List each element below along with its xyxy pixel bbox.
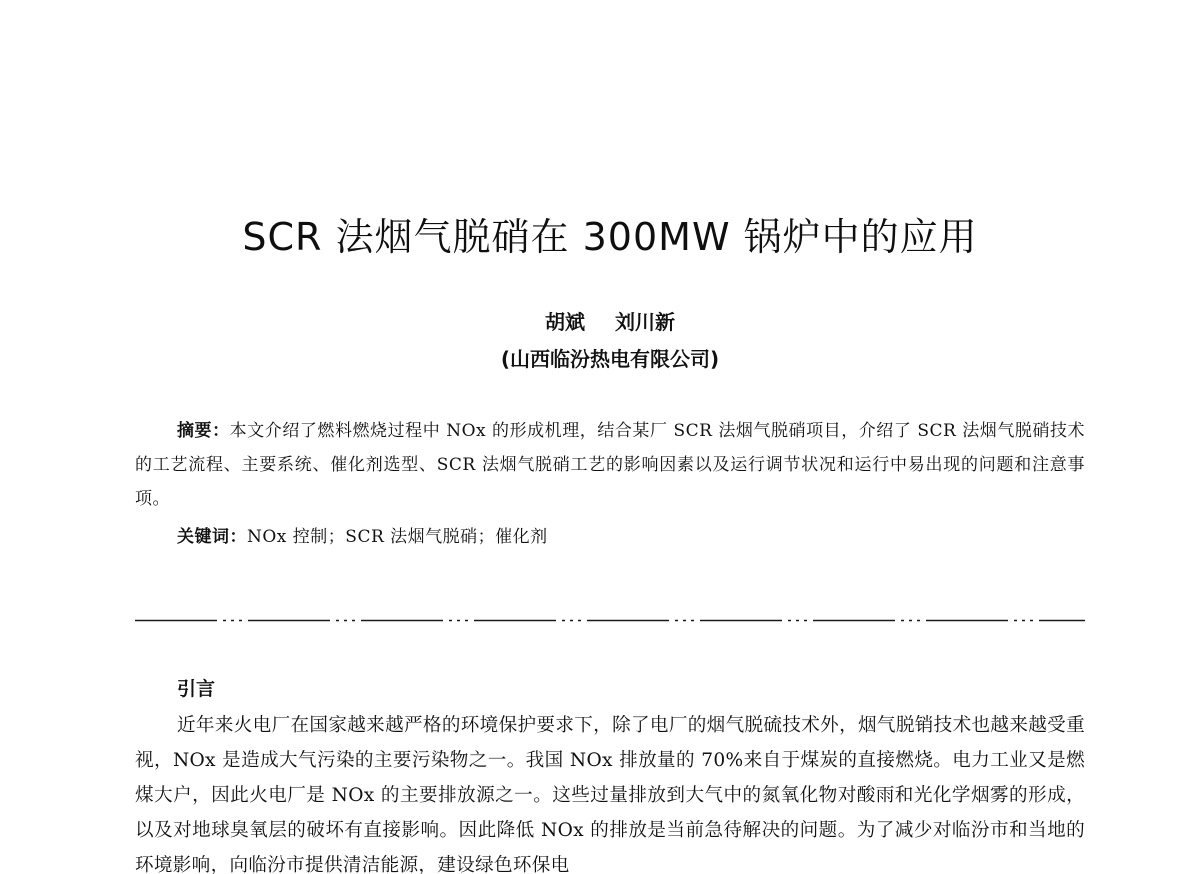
- section-divider: [135, 619, 1085, 622]
- author-list: [0, 306, 1200, 335]
- body-paragraph: 近年来火电厂在国家越来越严格的环境保护要求下，除了电厂的烟气脱硫技术外，烟气脱销技术也越来越受重视，NOx 是造成大气污染的主要污染物之一。我国 NOx 排放量的 70%来自于煤炭的直接燃烧。电力工业又是燃煤大户，因此火电厂是 NOx 的主要排放源之一。这些过量排放到大气中的氮氧化物对酸雨和光化学烟雾的形成，以及对地球臭氧层的破坏有直接影响。因此降低 NOx 的排放是当前急待解决的问题。为了减少对临汾市和当地的环境影响，向临汾市提供清洁能源，建设绿色环保电: [135, 715, 1085, 874]
- keywords-separator: ：: [229, 527, 247, 547]
- paper-title: SCR 法烟气脱硝在 300MW 锅炉中的应用: [242, 215, 978, 259]
- keywords-label: 关键词: [177, 527, 230, 547]
- abstract-label: 摘要: [177, 421, 213, 441]
- affiliation: (山西临汾热电有限公司): [500, 347, 720, 371]
- section-heading: 引言: [177, 678, 216, 700]
- author-name: 胡斌: [545, 310, 585, 334]
- author-name: 刘川新: [615, 310, 675, 334]
- abstract-separator: ：: [212, 421, 230, 441]
- abstract-text: 本文介绍了燃料燃烧过程中 NOx 的形成机理，结合某厂 SCR 法烟气脱硝项目，介绍了 SCR 法烟气脱硝技术的工艺流程、主要系统、催化剂选型、SCR 法烟气脱硝工艺的影响因素以及运行调节状况和运行中易出现的问题和注意事项。: [135, 421, 1086, 509]
- keywords-text: NOx 控制；SCR 法烟气脱硝；催化剂: [247, 527, 548, 547]
- divider-line: [135, 619, 1085, 622]
- keywords-line: [177, 520, 548, 554]
- abstract-paragraph: [135, 414, 1085, 516]
